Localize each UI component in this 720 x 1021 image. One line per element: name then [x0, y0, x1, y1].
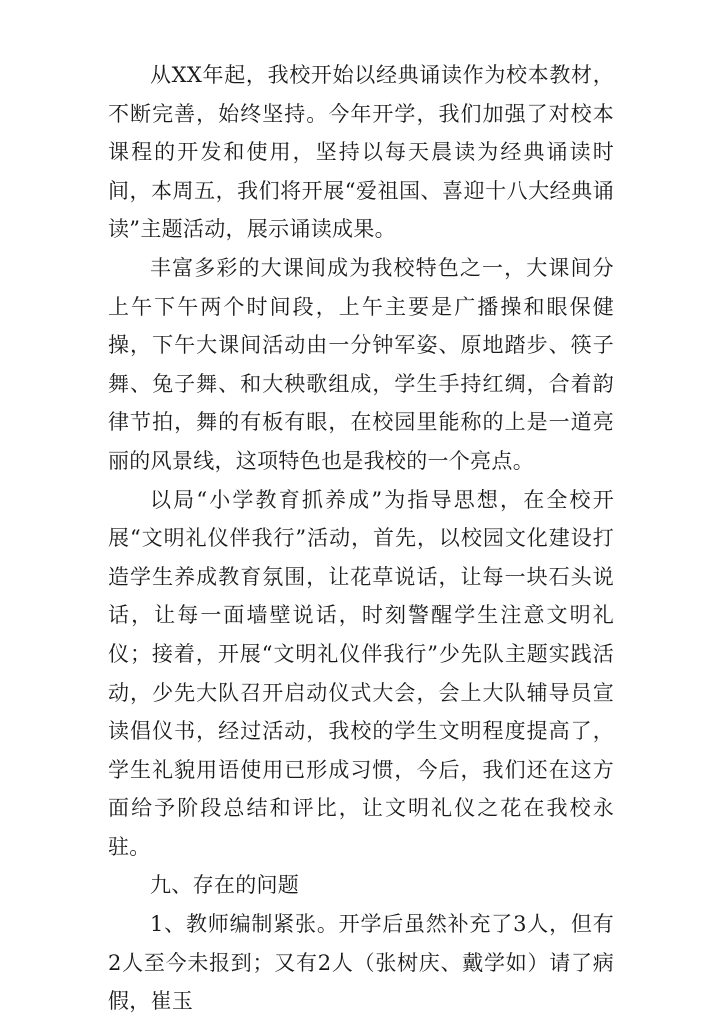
paragraph-staffing-shortage: 1、教师编制紧张。开学后虽然补充了3人，但有2人至今未报到；又有2人（张树庆、戴学如）请了病假，崔玉 — [108, 912, 614, 1014]
document-body — [108, 56, 614, 1021]
paragraph-classics-reading: 从XX年起，我校开始以经典诵读作为校本教材，不断完善，始终坚持。今年开学，我们加强了对校本课程的开发和使用，坚持以每天晨读为经典诵读时间，本周五，我们将开展“爱祖国、喜迎十八大经典诵读”主题活动，展示诵读成果。 — [108, 63, 614, 242]
paragraph-etiquette-activity: 以局“小学教育抓养成”为指导思想，在全校开展“文明礼仪伴我行”活动，首先，以校园文化建设打造学生养成教育氛围，让花草说话，让每一块石头说话，让每一面墙壁说话，时刻警醒学生注意文明礼仪；接着，开展“文明礼仪伴我行”少先队主题实践活动，少先大队召开启动仪式大会，会上大队辅导员宣读倡仪书，经过活动，我校的学生文明程度提高了，学生礼貌用语使用已形成习惯，今后，我们还在这方面给予阶段总结和评比，让文明礼仪之花在我校永驻。 — [108, 487, 614, 859]
paragraph-big-recess: 丰富多彩的大课间成为我校特色之一，大课间分上午下午两个时间段，上午主要是广播操和眼保健操，下午大课间活动由一分钟军姿、原地踏步、筷子舞、兔子舞、和大秧歌组成，学生手持红绸，合着韵律节拍，舞的有板有眼，在校园里能称的上是一道亮丽的风景线，这项特色也是我校的一个亮点。 — [108, 255, 614, 473]
section-heading-existing-problems: 九、存在的问题 — [150, 873, 300, 898]
